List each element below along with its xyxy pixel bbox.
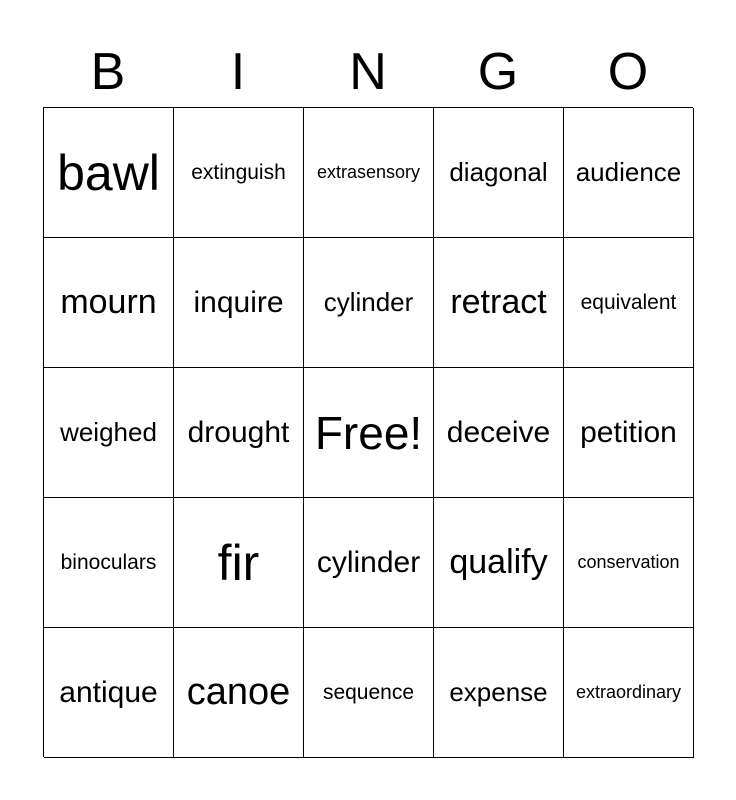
bingo-cell[interactable]: conservation	[564, 498, 694, 628]
bingo-cell[interactable]: mourn	[44, 238, 174, 368]
bingo-cell[interactable]: fir	[174, 498, 304, 628]
bingo-cell[interactable]: extrasensory	[304, 108, 434, 238]
bingo-cell[interactable]: cylinder	[304, 498, 434, 628]
header-letter-g: G	[477, 43, 519, 101]
bingo-cell[interactable]: audience	[564, 108, 694, 238]
bingo-header	[43, 36, 693, 108]
bingo-cell[interactable]: expense	[434, 628, 564, 758]
bingo-cell[interactable]: bawl	[44, 108, 174, 238]
bingo-cell[interactable]: canoe	[174, 628, 304, 758]
header-letter-b: B	[90, 43, 126, 101]
header-letter-i: I	[230, 43, 246, 101]
bingo-cell[interactable]: qualify	[434, 498, 564, 628]
bingo-cell[interactable]: deceive	[434, 368, 564, 498]
bingo-cell[interactable]: retract	[434, 238, 564, 368]
header-letter-n: N	[349, 43, 387, 101]
bingo-cell[interactable]: extraordinary	[564, 628, 694, 758]
bingo-cell[interactable]: binoculars	[44, 498, 174, 628]
bingo-cell[interactable]: extinguish	[174, 108, 304, 238]
bingo-cell[interactable]: equivalent	[564, 238, 694, 368]
bingo-cell[interactable]: drought	[174, 368, 304, 498]
bingo-cell[interactable]: cylinder	[304, 238, 434, 368]
bingo-cell[interactable]: petition	[564, 368, 694, 498]
bingo-cell[interactable]: inquire	[174, 238, 304, 368]
header-letter-o: O	[607, 43, 649, 101]
bingo-card-grid	[43, 107, 693, 757]
bingo-cell[interactable]: antique	[44, 628, 174, 758]
free-space-cell[interactable]: Free!	[304, 368, 434, 498]
bingo-cell[interactable]: sequence	[304, 628, 434, 758]
bingo-cell[interactable]: weighed	[44, 368, 174, 498]
bingo-cell[interactable]: diagonal	[434, 108, 564, 238]
